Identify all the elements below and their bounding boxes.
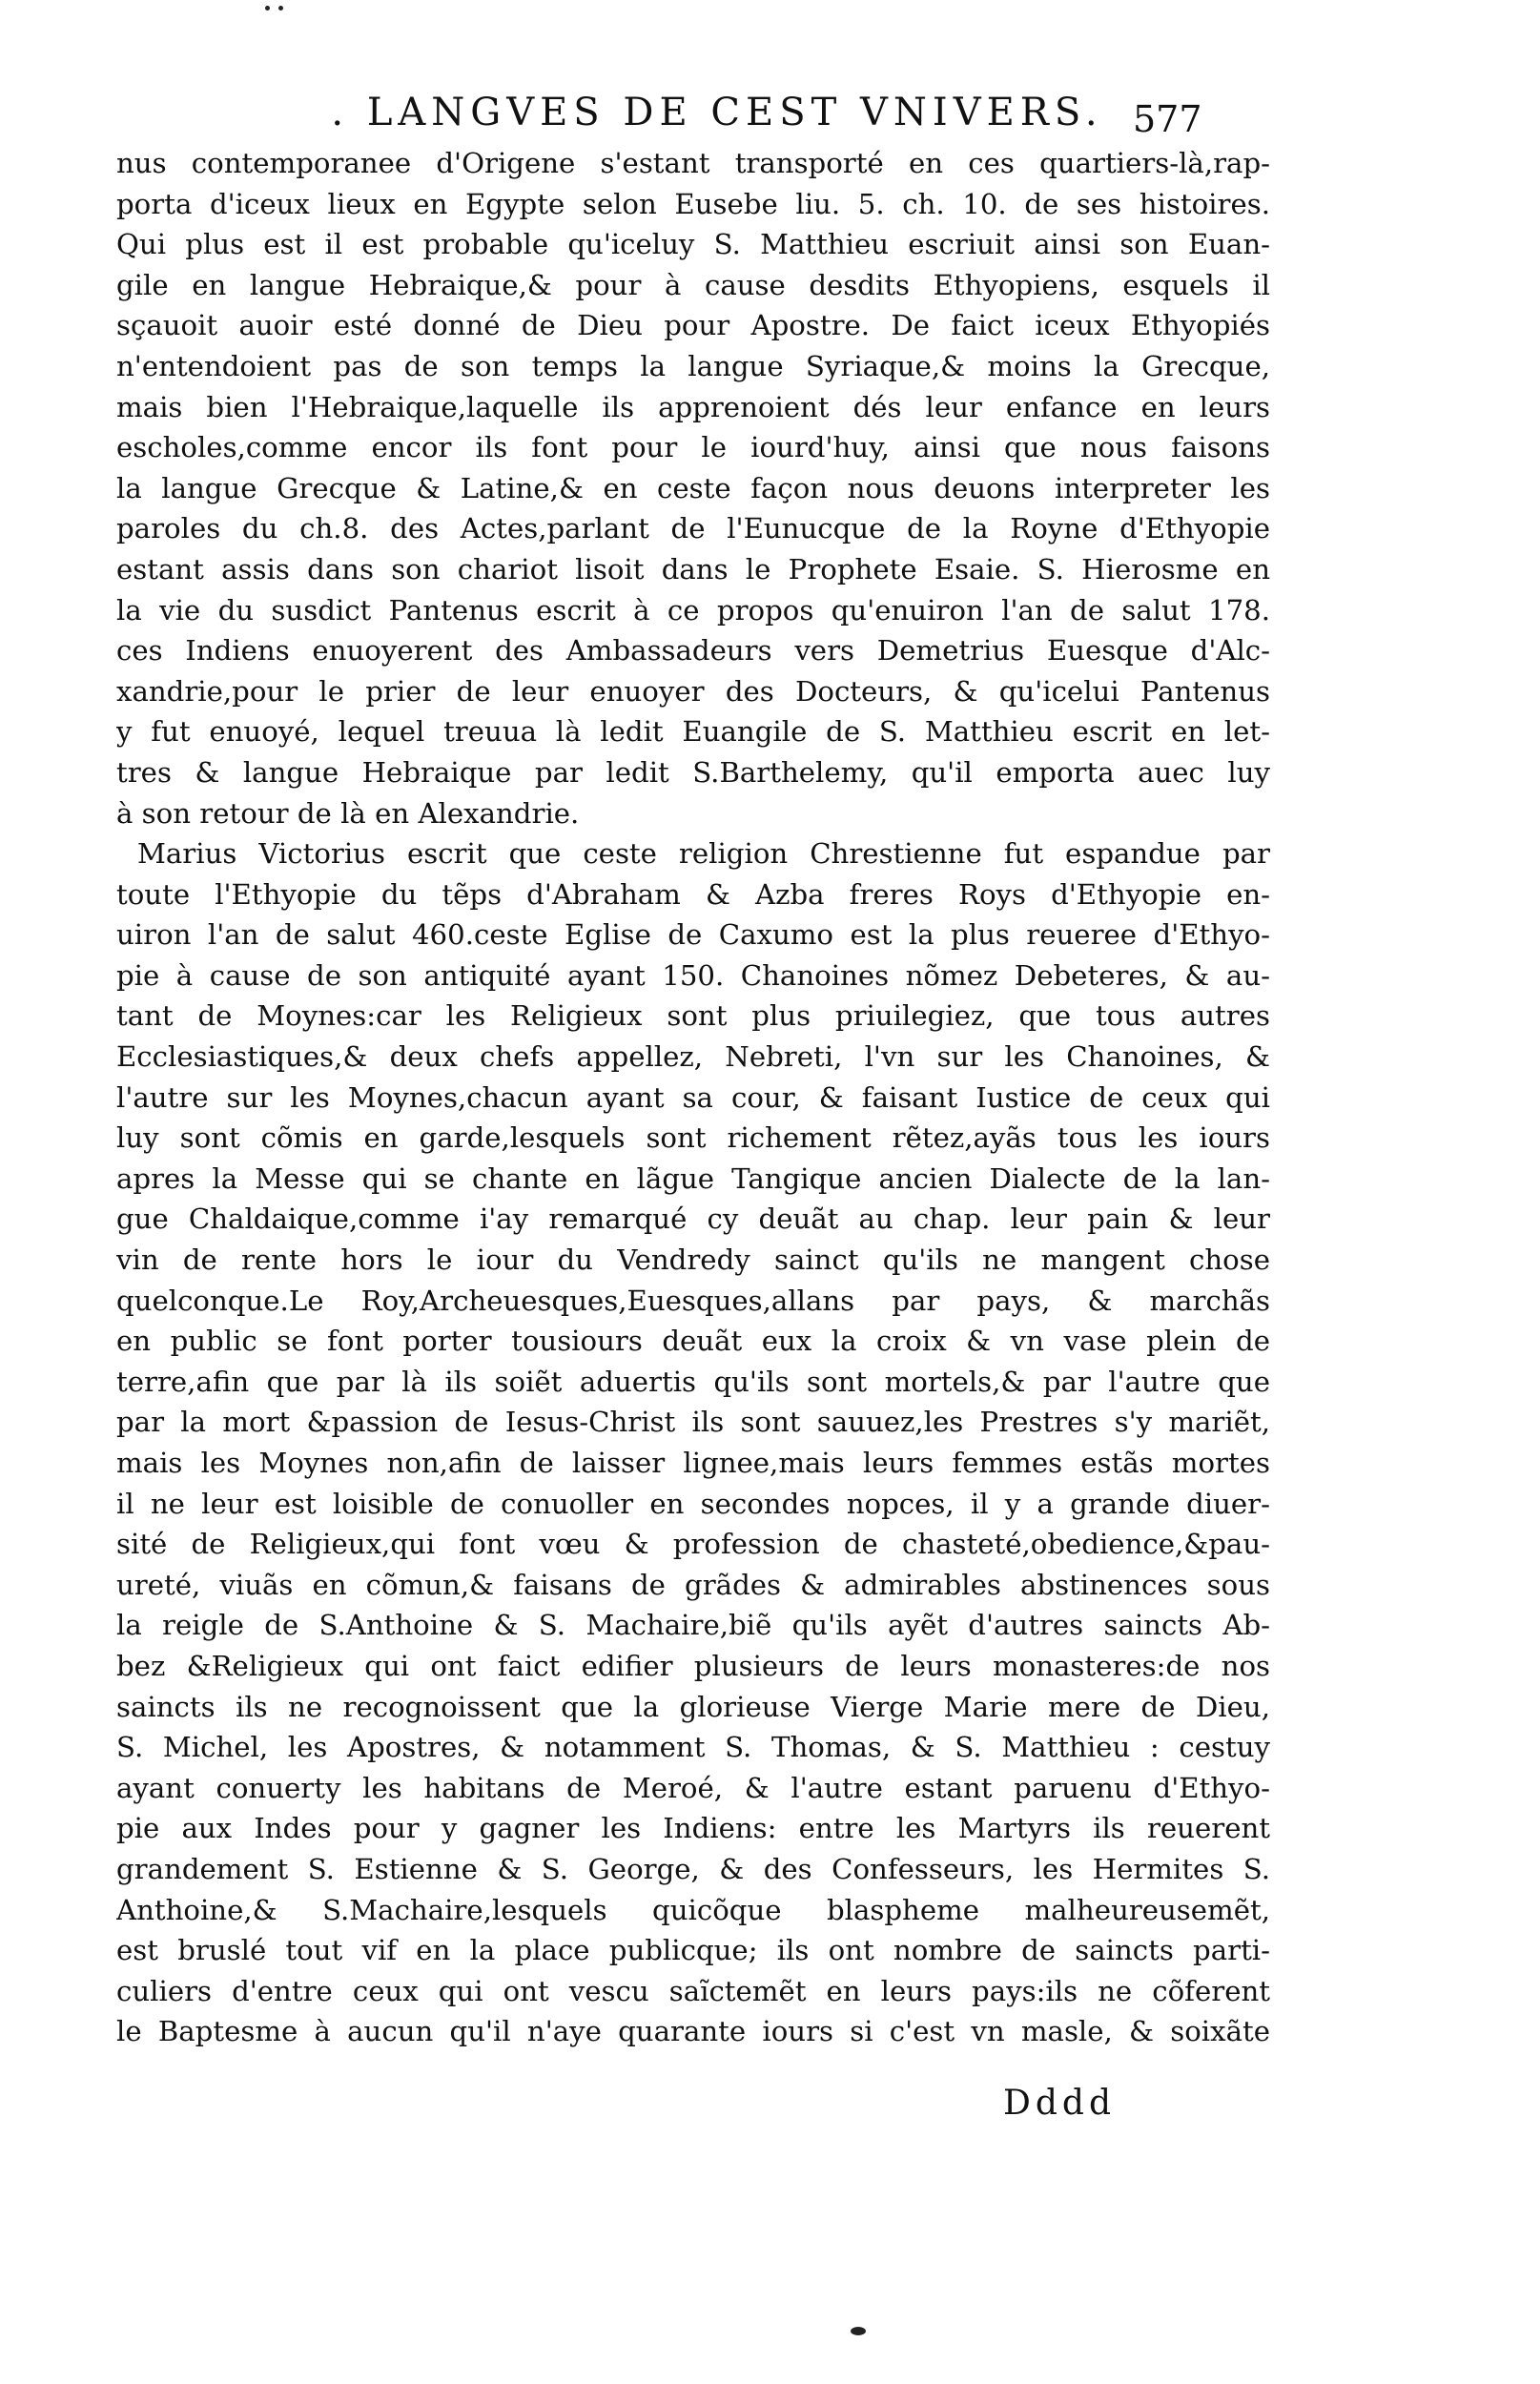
text-line: toute l'Ethyopie du tẽps d'Abraham & Azba freres Roys d'Ethyopie en-: [116, 877, 1270, 911]
paragraph: [116, 833, 1270, 2052]
text-line: tant de Moynes:car les Religieux sont plus priuilegiez, que tous autres: [116, 999, 1270, 1033]
text-line: escholes,comme encor ils font pour le iourd'huy, ainsi que nous faisons: [116, 431, 1270, 464]
text-line: saincts ils ne recognoissent que la glorieuse Vierge Marie mere de Dieu,: [116, 1690, 1270, 1723]
text-line: ayant conuerty les habitans de Meroé, & l'autre estant paruenu d'Ethyo-: [116, 1771, 1270, 1804]
ink-speck: [265, 6, 270, 10]
text-line: la vie du susdict Pantenus escrit à ce propos qu'enuiron l'an de salut 178.: [116, 593, 1270, 627]
text-line: terre,afin que par là ils soiẽt aduertis qu'ils sont mortels,& par l'autre que: [116, 1365, 1270, 1398]
text-line: mais les Moynes non,afin de laisser lignee,mais leurs femmes estãs mortes: [116, 1447, 1270, 1479]
text-line: tres & langue Hebraique par ledit S.Barthelemy, qu'il emporta auec luy: [116, 755, 1270, 789]
text-line: ureté, viuãs en cõmun,& faisans de grãdes & admirables abstinences sous: [116, 1568, 1270, 1601]
text-line: xandrie,pour le prier de leur enuoyer des Docteurs, & qu'icelui Pantenus: [116, 674, 1270, 708]
text-line: uiron l'an de salut 460.ceste Eglise de Caxumo est la plus reueree d'Ethyo-: [116, 918, 1270, 952]
text-line: estant assis dans son chariot lisoit dans le Prophete Esaie. S. Hierosme en: [116, 552, 1270, 586]
text-line: apres la Messe qui se chante en lãgue Tangique ancien Dialecte de la lan-: [116, 1161, 1270, 1195]
text-line: vin de rente hors le iour du Vendredy sainct qu'ils ne mangent chose: [116, 1243, 1270, 1277]
text-line: en public se font porter tousiours deuãt eux la croix & vn vase plein de: [116, 1325, 1270, 1358]
text-line: gile en langue Hebraique,& pour à cause desdits Ethyopiens, esquels il: [116, 268, 1270, 301]
running-title: . LANGVES DE CEST VNIVERS.: [331, 91, 1103, 134]
ink-speck: [851, 2327, 866, 2335]
text-line: par la mort &passion de Iesus-Christ ils sont sauuez,les Prestres s'y mariẽt,: [116, 1406, 1270, 1439]
signature-mark: Dddd: [1003, 2084, 1116, 2123]
text-line: ces Indiens enuoyerent des Ambassadeurs vers Demetrius Euesque d'Alc-: [116, 634, 1270, 668]
text-line: quelconque.Le Roy,Archeuesques,Euesques,allans par pays, & marchãs: [116, 1284, 1270, 1317]
page-number: 577: [1133, 98, 1202, 140]
text-line: Anthoine,& S.Machaire,lesquels quicõque blaspheme malheureusemẽt,: [116, 1893, 1270, 1926]
text-line: sçauoit auoir esté donné de Dieu pour Apostre. De faict iceux Ethyopiés: [116, 309, 1270, 342]
text-line: culiers d'entre ceux qui ont vescu saĩctemẽt en leurs pays:ils ne cõferent: [116, 1974, 1270, 2007]
text-line: paroles du ch.8. des Actes,parlant de l'Eunucque de la Royne d'Ethyopie: [116, 512, 1270, 545]
text-line: n'entendoient pas de son temps la langue Syriaque,& moins la Grecque,: [116, 349, 1270, 382]
text-line: Marius Victorius escrit que ceste religion Chrestienne fut espandue par: [137, 837, 1270, 871]
text-line: à son retour de là en Alexandrie.: [116, 796, 580, 830]
text-line: nus contemporanee d'Origene s'estant transporté en ces quartiers-là,rap-: [116, 147, 1270, 179]
text-line: Qui plus est il est probable qu'iceluy S. Matthieu escriuit ainsi son Euan-: [116, 228, 1270, 261]
text-line: l'autre sur les Moynes,chacun ayant sa cour, & faisant Iustice de ceux qui: [116, 1080, 1270, 1114]
text-line: grandement S. Estienne & S. George, & des Confesseurs, les Hermites S.: [116, 1852, 1270, 1885]
text-line: y fut enuoyé, lequel treuua là ledit Euangile de S. Matthieu escrit en let-: [116, 715, 1270, 749]
text-line: la reigle de S.Anthoine & S. Machaire,biẽ qu'ils ayẽt d'autres saincts Ab-: [116, 1609, 1270, 1642]
text-line: la langue Grecque & Latine,& en ceste façon nous deuons interpreter les: [116, 471, 1270, 504]
text-line: il ne leur est loisible de conuoller en secondes nopces, il y a grande diuer-: [116, 1487, 1270, 1520]
text-line: mais bien l'Hebraique,laquelle ils apprenoient dés leur enfance en leurs: [116, 390, 1270, 423]
text-line: luy sont cõmis en garde,lesquels sont richement rẽtez,ayãs tous les iours: [116, 1121, 1270, 1155]
text-line: Ecclesiastiques,& deux chefs appellez, Nebreti, l'vn sur les Chanoines, &: [116, 1040, 1270, 1074]
text-line: pie à cause de son antiquité ayant 150. Chanoines nõmez Debeteres, & au-: [116, 958, 1270, 992]
text-line: bez &Religieux qui ont faict edifier plusieurs de leurs monasteres:de nos: [116, 1649, 1270, 1682]
text-line: S. Michel, les Apostres, & notamment S. Thomas, & S. Matthieu : cestuy: [116, 1731, 1270, 1764]
ink-speck: [278, 6, 283, 10]
text-line: est bruslé tout vif en la place publicque; ils ont nombre de saincts parti-: [116, 1934, 1270, 1967]
text-line: porta d'iceux lieux en Egypte selon Eusebe liu. 5. ch. 10. de ses histoires.: [116, 187, 1270, 220]
text-line: le Baptesme à aucun qu'il n'aye quarante iours si c'est vn masle, & soixãte: [116, 2015, 1270, 2048]
text-line: gue Chaldaique,comme i'ay remarqué cy deuãt au chap. leur pain & leur: [116, 1202, 1270, 1236]
paragraph: [116, 143, 1270, 833]
text-line: sité de Religieux,qui font vœu & profession de chasteté,obedience,&pau-: [116, 1528, 1270, 1561]
body-text: [116, 143, 1270, 2052]
text-line: pie aux Indes pour y gagner les Indiens: entre les Martyrs ils reuerent: [116, 1812, 1270, 1845]
